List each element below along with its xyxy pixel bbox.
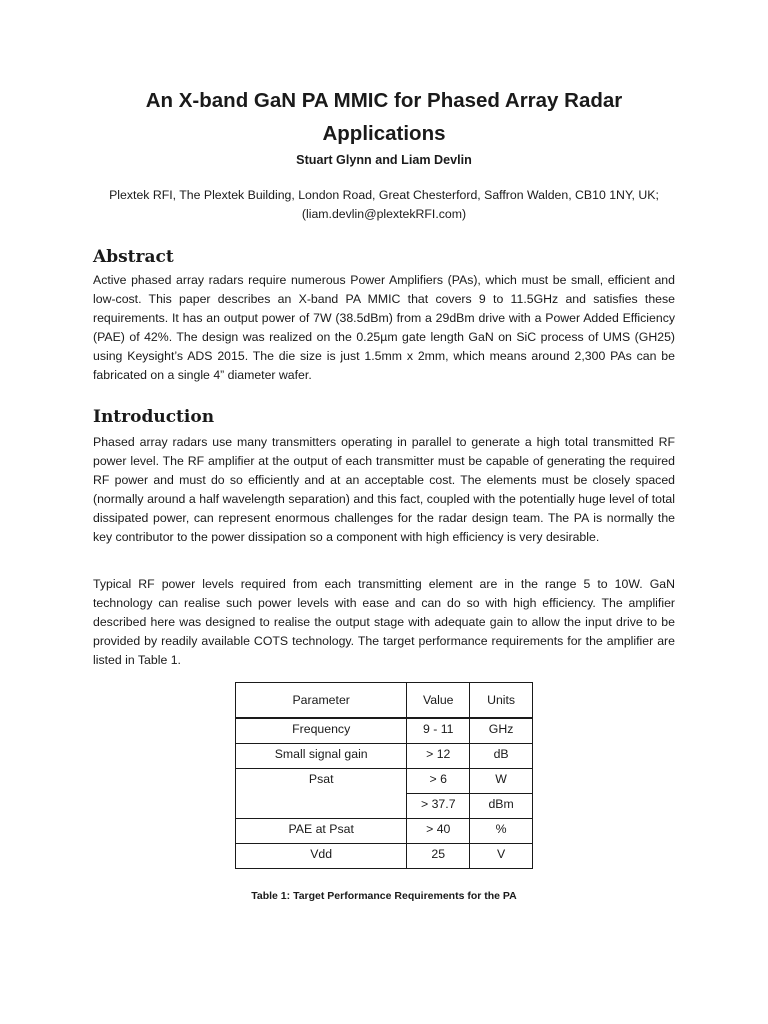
paper-authors: Stuart Glynn and Liam Devlin — [296, 153, 472, 167]
table-cell: V — [470, 843, 533, 868]
introduction-paragraph-2: Typical RF power levels required from each transmitting element are in the range 5 to 10W. GaN technology can realise such power levels with ease and can do so with high efficiency. The amplifier described here was designed to realise the output stage with adequate gain to allow the input drive to be provided by readily available COTS technology. The target performance requirements for the amplifier are listed in Table 1. — [93, 577, 675, 667]
table-cell: > 12 — [407, 743, 470, 768]
table-header-row — [236, 683, 533, 719]
table-caption: Table 1: Target Performance Requirements for the PA — [251, 890, 517, 902]
introduction-paragraph-1: Phased array radars use many transmitters operating in parallel to generate a high total transmitted RF power level. The RF amplifier at the output of each transmitter must be capable of generating the required RF power and must do so efficiently and at an acceptable cost. The elements must be closely spaced (normally around a half wavelength separation) and this fact, coupled with the potentially huge level of total dissipated power, can represent enormous challenges for the radar design team. The PA is normally the key contributor to the power dissipation so a component with high efficiency is very desirable. — [93, 435, 675, 544]
table-cell: dBm — [470, 793, 533, 818]
table-cell: 9 - 11 — [407, 718, 470, 743]
affiliation-email: (liam.devlin@plextekRFI.com) — [301, 207, 467, 221]
author-affiliation — [60, 186, 708, 224]
table-header-value: Value — [407, 683, 470, 719]
table-cell: Small signal gain — [236, 743, 407, 768]
introduction-heading: Introduction — [93, 407, 215, 427]
table-cell: > 37.7 — [407, 793, 470, 818]
table-cell: dB — [470, 743, 533, 768]
table-row — [236, 818, 533, 843]
table-cell: PAE at Psat — [236, 818, 407, 843]
table-cell: W — [470, 768, 533, 793]
table-cell: Psat — [236, 768, 407, 793]
table-cell: Vdd — [236, 843, 407, 868]
table-cell: Frequency — [236, 718, 407, 743]
table-header-units: Units — [470, 683, 533, 719]
table-row — [236, 743, 533, 768]
requirements-table — [235, 682, 533, 869]
abstract-heading: Abstract — [93, 247, 174, 267]
table-cell: > 40 — [407, 818, 470, 843]
paper-title: An X-band GaN PA MMIC for Phased Array Radar Applications — [145, 89, 623, 145]
abstract-text: Active phased array radars require numerous Power Amplifiers (PAs), which must be small, efficient and low-cost. This paper describes an X-band PA MMIC that covers 9 to 11.5GHz and satisfies these requirements. It has an output power of 7W (38.5dBm) from a 29dBm drive with a Power Added Efficiency (PAE) of 42%. The design was realized on the 0.25µm gate length GaN on SiC process of UMS (GH25) using Keysight’s ADS 2015. The die size is just 1.5mm x 2mm, which means around 2,300 PAs can be fabricated on a single 4” diameter wafer. — [93, 273, 675, 382]
affiliation-address: Plextek RFI, The Plextek Building, London Road, Great Chesterford, Saffron Walden, CB10 1NY, UK; — [109, 188, 659, 202]
table-cell: 25 — [407, 843, 470, 868]
table-cell: > 6 — [407, 768, 470, 793]
table-header-parameter: Parameter — [236, 683, 407, 719]
table-cell: GHz — [470, 718, 533, 743]
table-cell — [236, 793, 407, 818]
table-cell: % — [470, 818, 533, 843]
table-row — [236, 768, 533, 793]
table-row — [236, 843, 533, 868]
table-row — [236, 718, 533, 743]
table-row — [236, 793, 533, 818]
